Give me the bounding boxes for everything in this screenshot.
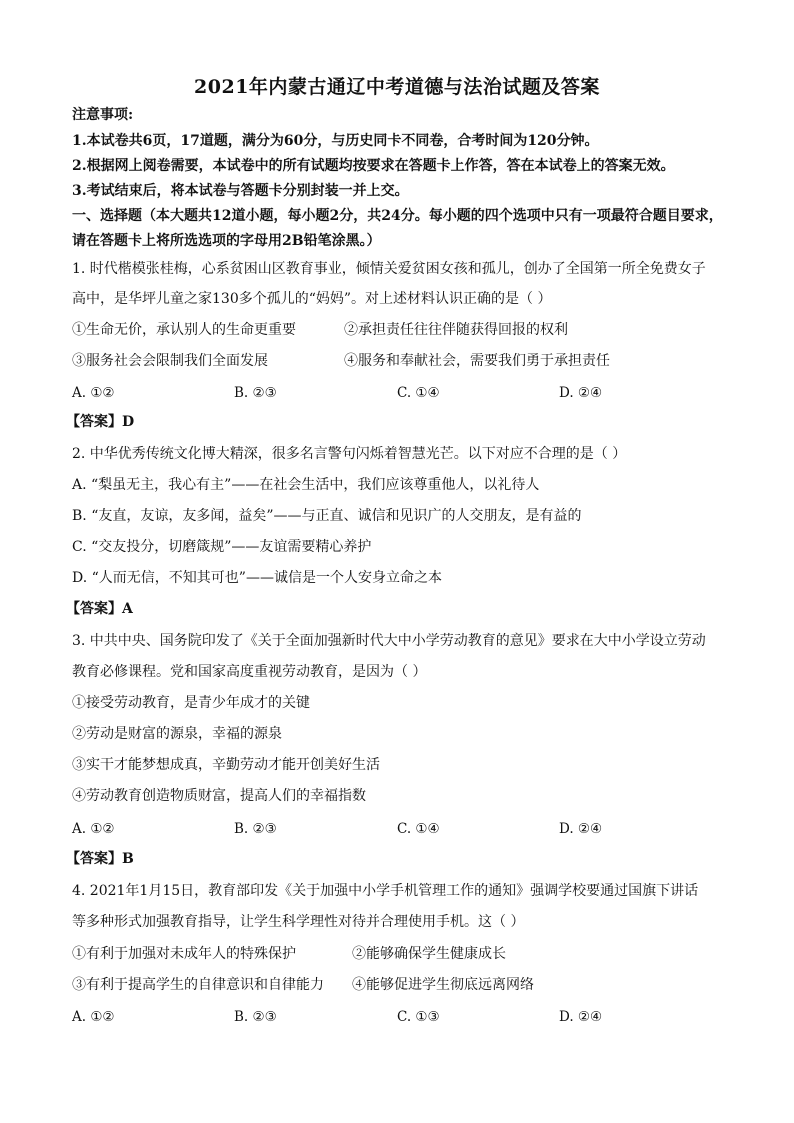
option-item: ③实干才能梦想成真，辛勤劳动才能开创美好生活 xyxy=(72,757,380,773)
option-item: ④服务和奉献社会，需要我们勇于承担责任 xyxy=(344,353,610,369)
question-stem: 等多种形式加强教育指导，让学生科学理性对待并合理使用手机。这（ ） xyxy=(72,914,525,930)
option-item: ③有利于提高学生的自律意识和自律能力 xyxy=(72,977,324,993)
option-item: ①接受劳动教育，是青少年成才的关键 xyxy=(72,695,310,711)
answer-label: 【答案】D xyxy=(66,414,135,430)
section-heading: 一、选择题（本大题共12道小题，每小题2分，共24分。每小题的四个选项中只有一项最符合题目要求， xyxy=(72,208,723,224)
answer-label: 【答案】B xyxy=(66,851,134,867)
question-stem: 教育必修课程。党和国家高度重视劳动教育，是因为（ ） xyxy=(72,664,427,680)
question-stem: 2. 中华优秀传统文化博大精深，很多名言警句闪烁着智慧光芒。以下对应不合理的是（ ） xyxy=(72,446,627,462)
choice-b: B. ②③ xyxy=(234,385,277,401)
notice-item: 2.根据网上阅卷需要，本试卷中的所有试题均按要求在答题卡上作答，答在本试卷上的答案无效。 xyxy=(72,158,675,174)
option-item: ④能够促进学生彻底远离网络 xyxy=(352,977,534,993)
option-item: ④劳动教育创造物质财富，提高人们的幸福指数 xyxy=(72,788,366,804)
lettered-option: A. “梨虽无主，我心有主”——在社会生活中，我们应该尊重他人，以礼待人 xyxy=(72,477,540,493)
notice-item: 3.考试结束后，将本试卷与答题卡分别封装一并上交。 xyxy=(72,183,409,199)
section-heading: 请在答题卡上将所选选项的字母用2B铅笔涂黑。） xyxy=(72,233,381,249)
lettered-option: D. “人而无信，不知其可也”——诚信是一个人安身立命之本 xyxy=(72,570,442,586)
question-stem: 1. 时代楷模张桂梅，心系贫困山区教育事业，倾情关爱贫困女孩和孤儿，创办了全国第一所全免费女子 xyxy=(72,261,706,277)
choice-c: C. ①③ xyxy=(397,1009,440,1025)
choice-b: B. ②③ xyxy=(234,1009,277,1025)
notice-item: 1.本试卷共6页，17道题，满分为60分，与历史同卡不同卷，合考时间为120分钟。 xyxy=(72,133,599,149)
choice-c: C. ①④ xyxy=(397,821,440,837)
choice-a: A. ①② xyxy=(72,821,115,837)
choice-d: D. ②④ xyxy=(559,1009,603,1025)
choice-d: D. ②④ xyxy=(559,385,603,401)
question-stem: 3. 中共中央、国务院印发了《关于全面加强新时代大中小学劳动教育的意见》要求在大中小学设立劳动 xyxy=(72,633,706,649)
page-title: 2021年内蒙古通辽中考道德与法治试题及答案 xyxy=(194,76,600,98)
answer-label: 【答案】A xyxy=(66,601,133,617)
option-item: ①生命无价，承认别人的生命更重要 xyxy=(72,322,296,338)
option-item: ③服务社会会限制我们全面发展 xyxy=(72,353,268,369)
option-item: ②劳动是财富的源泉，幸福的源泉 xyxy=(72,726,282,742)
question-stem: 4. 2021年1月15日，教育部印发《关于加强中小学手机管理工作的通知》强调学校要通过国旗下讲话 xyxy=(72,883,699,899)
lettered-option: B. “友直，友谅，友多闻，益矣”——与正直、诚信和见识广的人交朋友，是有益的 xyxy=(72,508,582,524)
notice-heading: 注意事项: xyxy=(72,107,134,123)
choice-a: A. ①② xyxy=(72,1009,115,1025)
question-stem: 高中，是华坪儿童之家130多个孤儿的“妈妈”。对上述材料认识正确的是（ ） xyxy=(72,291,552,307)
option-item: ②能够确保学生健康成长 xyxy=(352,946,506,962)
lettered-option: C. “交友投分，切磨箴规”——友谊需要精心养护 xyxy=(72,539,372,555)
option-item: ①有利于加强对未成年人的特殊保护 xyxy=(72,946,296,962)
option-item: ②承担责任往往伴随获得回报的权利 xyxy=(344,322,568,338)
choice-b: B. ②③ xyxy=(234,821,277,837)
choice-c: C. ①④ xyxy=(397,385,440,401)
choice-a: A. ①② xyxy=(72,385,115,401)
choice-d: D. ②④ xyxy=(559,821,603,837)
